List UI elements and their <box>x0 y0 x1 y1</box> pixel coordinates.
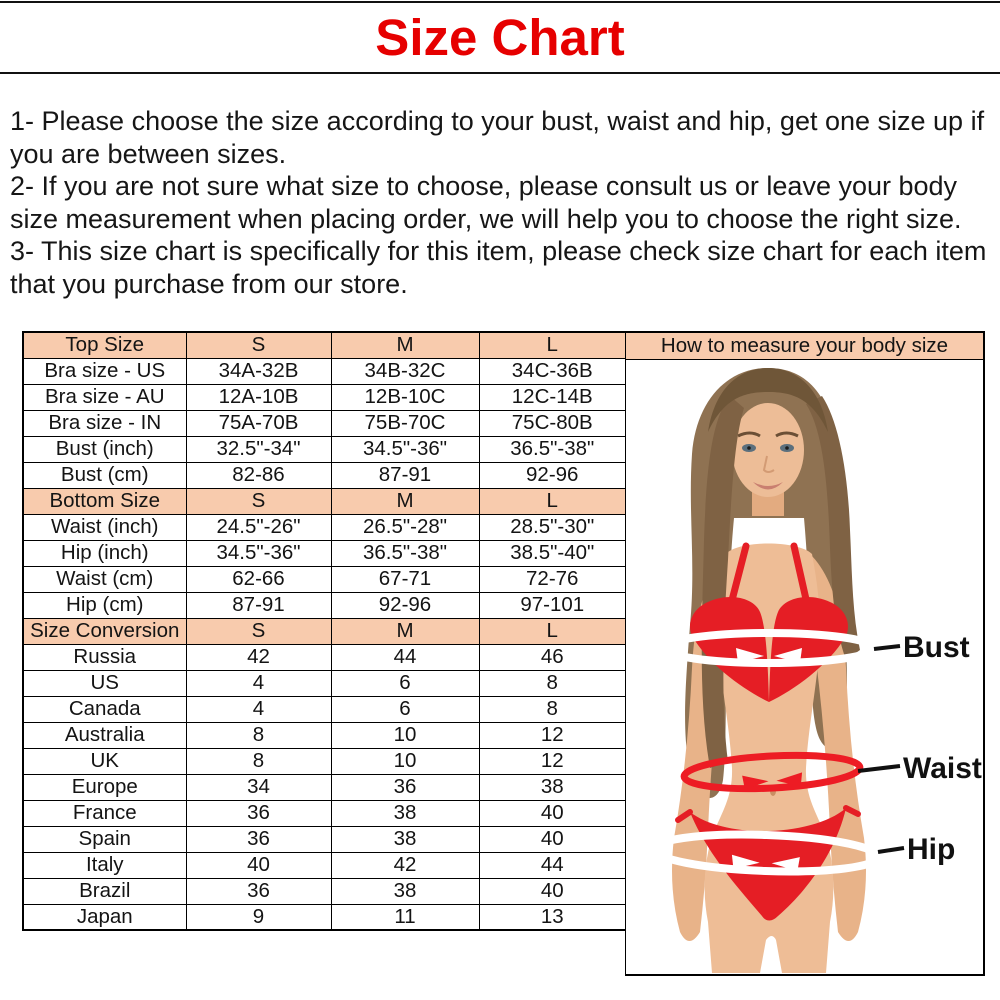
table-row <box>23 904 626 930</box>
data-cell: 36 <box>331 774 479 800</box>
bust-pointer-line <box>874 646 900 649</box>
header-cell: M <box>331 618 479 644</box>
data-cell: 6 <box>331 696 479 722</box>
table-row <box>23 410 626 436</box>
table-row <box>23 358 626 384</box>
header-cell: S <box>186 332 331 358</box>
data-cell: 12A-10B <box>186 384 331 410</box>
header-cell: S <box>186 488 331 514</box>
data-cell: 6 <box>331 670 479 696</box>
header-cell: S <box>186 618 331 644</box>
data-cell: Canada <box>23 696 186 722</box>
data-cell: Brazil <box>23 878 186 904</box>
table-row <box>23 644 626 670</box>
data-cell: 38.5"-40" <box>479 540 626 566</box>
table-row <box>23 566 626 592</box>
data-cell: 32.5"-34" <box>186 436 331 462</box>
table-header-row <box>23 332 626 358</box>
data-cell: 34A-32B <box>186 358 331 384</box>
data-cell: 11 <box>331 904 479 930</box>
data-cell: 67-71 <box>331 566 479 592</box>
table-row <box>23 722 626 748</box>
table-row <box>23 826 626 852</box>
data-cell: Bra size - AU <box>23 384 186 410</box>
data-cell: 40 <box>479 800 626 826</box>
hip-pointer-line <box>878 848 904 852</box>
data-cell: Hip (cm) <box>23 592 186 618</box>
header-cell: L <box>479 618 626 644</box>
size-table <box>22 331 627 931</box>
data-cell: 34 <box>186 774 331 800</box>
data-cell: Waist (inch) <box>23 514 186 540</box>
data-cell: 34B-32C <box>331 358 479 384</box>
figure-area <box>626 360 983 973</box>
model-face <box>732 403 804 497</box>
data-cell: US <box>23 670 186 696</box>
data-cell: Italy <box>23 852 186 878</box>
data-cell: 36.5"-38" <box>331 540 479 566</box>
data-cell: 10 <box>331 722 479 748</box>
measure-panel-header: How to measure your body size <box>626 333 983 360</box>
measure-panel <box>625 331 985 976</box>
data-cell: 92-96 <box>331 592 479 618</box>
data-cell: 82-86 <box>186 462 331 488</box>
table-row <box>23 774 626 800</box>
data-cell: Japan <box>23 904 186 930</box>
data-cell: 92-96 <box>479 462 626 488</box>
data-cell: 72-76 <box>479 566 626 592</box>
table-row <box>23 540 626 566</box>
data-cell: France <box>23 800 186 826</box>
data-cell: 42 <box>186 644 331 670</box>
header-cell: M <box>331 332 479 358</box>
header-cell: Size Conversion <box>23 618 186 644</box>
instruction-line-1: 1- Please choose the size according to your bust, waist and hip, get one size up if you are between sizes. <box>10 106 985 169</box>
data-cell: 44 <box>331 644 479 670</box>
data-cell: Bust (inch) <box>23 436 186 462</box>
table-header-row <box>23 618 626 644</box>
bust-label: Bust <box>903 631 970 664</box>
data-cell: 28.5"-30" <box>479 514 626 540</box>
table-row <box>23 592 626 618</box>
table-row <box>23 852 626 878</box>
hip-label: Hip <box>907 833 956 866</box>
model-pupil-right <box>785 446 789 450</box>
data-cell: 38 <box>479 774 626 800</box>
page-title: Size Chart <box>375 9 625 66</box>
table-row <box>23 436 626 462</box>
data-cell: 10 <box>331 748 479 774</box>
data-cell: 36 <box>186 800 331 826</box>
data-cell: 75C-80B <box>479 410 626 436</box>
model-pupil-left <box>747 446 751 450</box>
data-cell: 87-91 <box>331 462 479 488</box>
header-cell: Top Size <box>23 332 186 358</box>
data-cell: 34.5"-36" <box>331 436 479 462</box>
data-cell: 36.5"-38" <box>479 436 626 462</box>
data-cell: 34C-36B <box>479 358 626 384</box>
data-cell: 40 <box>186 852 331 878</box>
data-cell: 36 <box>186 826 331 852</box>
data-cell: 8 <box>186 748 331 774</box>
model-figure-illustration <box>626 360 983 973</box>
table-row <box>23 462 626 488</box>
data-cell: Australia <box>23 722 186 748</box>
title-divider <box>0 72 1000 74</box>
instructions-block <box>10 105 990 300</box>
data-cell: 38 <box>331 878 479 904</box>
table-row <box>23 696 626 722</box>
instruction-line-3: 3- This size chart is specifically for this item, please check size chart for each item that you purchase from our store. <box>10 236 987 299</box>
data-cell: Bra size - US <box>23 358 186 384</box>
table-row <box>23 878 626 904</box>
data-cell: 87-91 <box>186 592 331 618</box>
data-cell: 26.5"-28" <box>331 514 479 540</box>
data-cell: Spain <box>23 826 186 852</box>
data-cell: 38 <box>331 826 479 852</box>
data-cell: Europe <box>23 774 186 800</box>
waist-pointer-line <box>858 766 900 771</box>
data-cell: 12 <box>479 748 626 774</box>
data-cell: Bust (cm) <box>23 462 186 488</box>
header-cell: Bottom Size <box>23 488 186 514</box>
table-row <box>23 800 626 826</box>
data-cell: 40 <box>479 826 626 852</box>
data-cell: UK <box>23 748 186 774</box>
header-cell: L <box>479 332 626 358</box>
top-divider <box>0 1 1000 3</box>
data-cell: Bra size - IN <box>23 410 186 436</box>
data-cell: 4 <box>186 696 331 722</box>
header-cell: L <box>479 488 626 514</box>
data-cell: 44 <box>479 852 626 878</box>
data-cell: 38 <box>331 800 479 826</box>
data-cell: 24.5"-26" <box>186 514 331 540</box>
data-cell: 75A-70B <box>186 410 331 436</box>
table-row <box>23 670 626 696</box>
data-cell: 97-101 <box>479 592 626 618</box>
table-row <box>23 514 626 540</box>
data-cell: 62-66 <box>186 566 331 592</box>
data-cell: 8 <box>186 722 331 748</box>
data-cell: 75B-70C <box>331 410 479 436</box>
table-row <box>23 748 626 774</box>
waist-label: Waist <box>903 752 982 785</box>
data-cell: 12C-14B <box>479 384 626 410</box>
data-cell: 4 <box>186 670 331 696</box>
data-cell: Russia <box>23 644 186 670</box>
data-cell: 36 <box>186 878 331 904</box>
data-cell: 8 <box>479 696 626 722</box>
table-row <box>23 384 626 410</box>
data-cell: 34.5"-36" <box>186 540 331 566</box>
table-header-row <box>23 488 626 514</box>
data-cell: 46 <box>479 644 626 670</box>
data-cell: 13 <box>479 904 626 930</box>
size-table-body <box>23 332 626 930</box>
data-cell: 8 <box>479 670 626 696</box>
data-cell: 9 <box>186 904 331 930</box>
data-cell: 12 <box>479 722 626 748</box>
data-cell: Waist (cm) <box>23 566 186 592</box>
data-cell: 42 <box>331 852 479 878</box>
data-cell: 40 <box>479 878 626 904</box>
data-cell: 12B-10C <box>331 384 479 410</box>
instruction-line-2: 2- If you are not sure what size to choose, please consult us or leave your body size measurement when placing order, we will help you to choose the right size. <box>10 171 962 234</box>
header-cell: M <box>331 488 479 514</box>
data-cell: Hip (inch) <box>23 540 186 566</box>
